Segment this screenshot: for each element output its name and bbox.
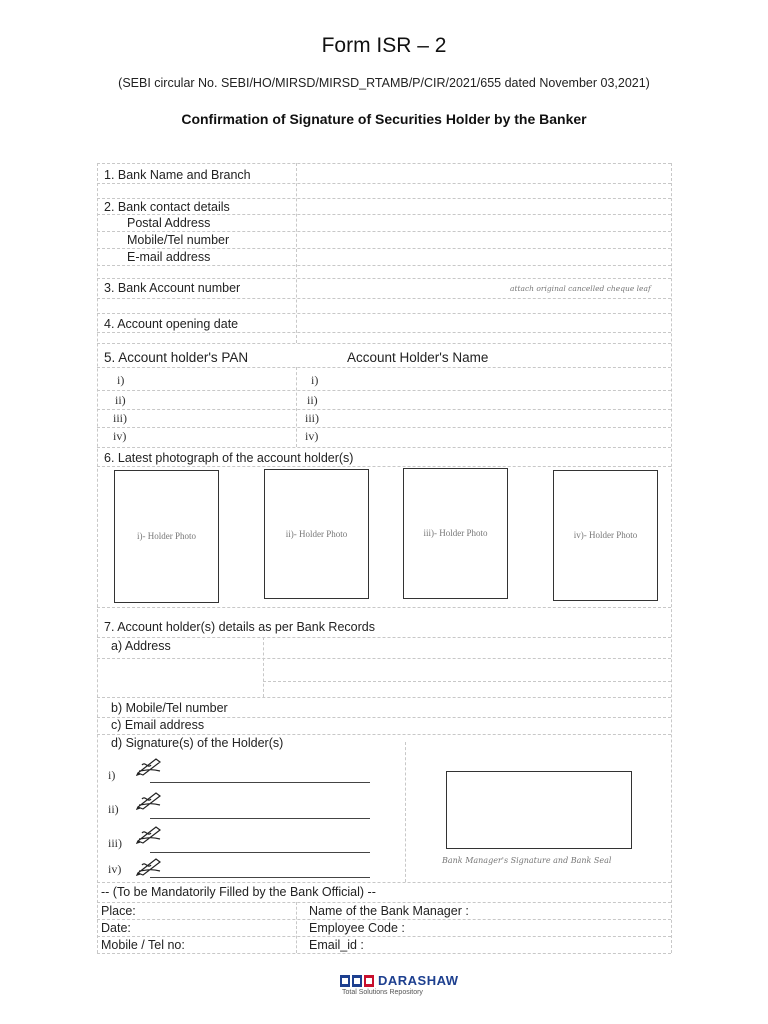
label-date: Date: [101,921,131,935]
logo-tagline: Total Solutions Repository [342,989,423,996]
label-postal-address: Postal Address [127,216,211,230]
signature-line [150,818,370,819]
pan-row: ii) [115,393,126,407]
logo-wordmark: DARASHAW [378,973,459,988]
circular-reference: (SEBI circular No. SEBI/HO/MIRSD/MIRSD_RTAMB/P/CIR/2021/655 dated November 03,2021) [118,76,650,90]
seal-caption: Bank Manager's Signature and Bank Seal [442,856,612,865]
pan-row: i) [117,373,125,387]
label-photographs: 6. Latest photograph of the account holder(s) [104,451,354,465]
name-row: ii) [307,393,318,407]
pan-row: iii) [113,411,127,425]
label-email-address: c) Email address [111,718,205,732]
label-mobile-number: b) Mobile/Tel number [111,701,228,715]
bank-seal-box [446,771,632,849]
signature-pen-icon [136,756,162,776]
signature-row-label: ii) [108,802,119,816]
signature-line [150,852,370,853]
label-bank-records: 7. Account holder(s) details as per Bank Records [104,620,375,634]
name-row: iv) [305,429,319,443]
photo-caption: ii)- Holder Photo [285,528,348,539]
signature-row-label: iii) [108,836,122,850]
darashaw-logo-icon [340,975,376,987]
label-place: Place: [101,904,136,918]
signature-pen-icon [136,790,162,810]
photo-caption: iii)- Holder Photo [423,528,488,539]
photo-caption: i)- Holder Photo [137,531,196,542]
label-employee-code: Employee Code : [309,921,405,935]
holder-photo-box [114,470,219,603]
label-bank-contact: 2. Bank contact details [104,200,230,214]
label-email-id: Email_id : [309,938,364,952]
signature-line [150,877,370,878]
cheque-note: attach original cancelled cheque leaf [510,284,651,293]
label-pan: 5. Account holder's PAN [104,350,249,365]
holder-photo-box [403,468,508,599]
pan-row: iv) [113,429,127,443]
label-email: E-mail address [127,250,211,264]
signature-row-label: iv) [108,862,122,876]
holder-photo-box [264,469,369,599]
label-mobile-tel: Mobile / Tel no: [101,938,185,952]
photo-caption: iv)- Holder Photo [573,530,638,541]
label-manager-name: Name of the Bank Manager : [309,904,469,918]
form-heading: Confirmation of Signature of Securities Holder by the Banker [181,111,587,127]
label-holder-name: Account Holder's Name [347,350,489,365]
label-account-number: 3. Bank Account number [104,281,241,295]
label-signatures: d) Signature(s) of the Holder(s) [111,736,284,750]
label-bank-name: 1. Bank Name and Branch [104,168,251,182]
name-row: iii) [305,411,319,425]
mandatory-note: -- (To be Mandatorily Filled by the Bank Official) -- [101,885,376,899]
label-mobile: Mobile/Tel number [127,233,230,247]
label-opening-date: 4. Account opening date [104,317,239,331]
name-row: i) [311,373,319,387]
form-title: Form ISR – 2 [321,34,447,57]
label-address: a) Address [111,639,171,653]
signature-line [150,782,370,783]
darashaw-logo [340,973,510,1003]
signature-row-label: i) [108,768,116,782]
signature-pen-icon [136,856,162,876]
holder-photo-box [553,470,658,601]
signature-pen-icon [136,824,162,844]
